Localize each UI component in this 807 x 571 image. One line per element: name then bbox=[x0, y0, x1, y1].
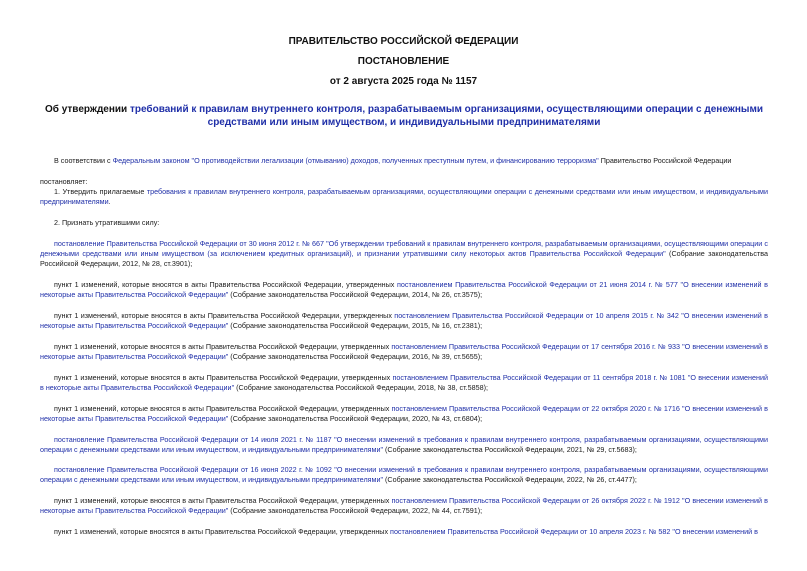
repealed-item-5-link[interactable]: постановлением Правительства Российской Федерации от 11 сентября 2018 г. № 1081 "О внесении изменений в некоторые акты Правительства Российской Федерации" bbox=[40, 373, 768, 392]
repealed-item-2-source: (Собрание законодательства Российской Федерации, 2014, № 26, ст.3575); bbox=[228, 290, 483, 299]
repealed-item-4-link[interactable]: постановлением Правительства Российской Федерации от 17 сентября 2016 г. № 933 "О внесении изменений в некоторые акты Правительства Российской Федерации" bbox=[40, 342, 768, 361]
repealed-item-6-text: пункт 1 изменений, которые вносятся в акты Правительства Российской Федерации, утвержденных bbox=[54, 404, 392, 413]
repealed-item-6-source: (Собрание законодательства Российской Федерации, 2020, № 43, ст.6804); bbox=[228, 414, 483, 423]
document-title bbox=[30, 103, 778, 129]
preamble-text-start: В соответствии с bbox=[54, 156, 113, 165]
repealed-item-6 bbox=[40, 404, 768, 424]
repealed-item-3 bbox=[40, 311, 768, 331]
repealed-item-8-source: (Собрание законодательства Российской Федерации, 2022, № 26, ст.4477); bbox=[383, 475, 637, 484]
item-1-paragraph bbox=[40, 187, 768, 207]
date-number-heading: от 2 августа 2025 года № 1157 bbox=[329, 76, 478, 87]
repealed-item-10 bbox=[40, 527, 768, 537]
repealed-item-10-link[interactable]: постановлением Правительства Российской Федерации от 10 апреля 2023 г. № 582 "О внесении изменений в bbox=[390, 527, 758, 536]
repealed-item-1-source: (Собрание законодательства Российской Федерации, 2012, № 28, ст.3901); bbox=[40, 249, 768, 268]
repealed-item-5-text: пункт 1 изменений, которые вносятся в акты Правительства Российской Федерации, утвержденных bbox=[54, 373, 393, 382]
repealed-item-6-link[interactable]: постановлением Правительства Российской Федерации от 22 октября 2020 г. № 1716 "О внесении изменений в некоторые акты Правительства Российской Федерации" bbox=[40, 404, 768, 423]
repealed-item-7-link[interactable]: постановление Правительства Российской Федерации от 14 июля 2021 г. № 1187 "О внесении изменений в требования к правилам внутреннего контроля, разрабатываемым организациями, осуществляющими операции с денежными средствами или иным имуществом, и индивидуальными предпринимателями" bbox=[40, 435, 768, 454]
repealed-item-2-link[interactable]: постановлением Правительства Российской Федерации от 21 июня 2014 г. № 577 "О внесении изменений в некоторые акты Правительства Российской Федерации" bbox=[40, 280, 768, 299]
repealed-item-7-source: (Собрание законодательства Российской Федерации, 2021, № 29, ст.5683); bbox=[383, 445, 637, 454]
repealed-item-10-text: пункт 1 изменений, которые вносятся в акты Правительства Российской Федерации, утвержденных bbox=[54, 527, 391, 536]
item-2-paragraph: 2. Признать утратившими силу: bbox=[54, 218, 160, 227]
repealed-item-2 bbox=[40, 280, 768, 300]
repealed-item-4-text: пункт 1 изменений, которые вносятся в акты Правительства Российской Федерации, утвержденных bbox=[54, 342, 392, 351]
decree-paragraph: постановляет: bbox=[40, 177, 88, 186]
document-type-heading: ПОСТАНОВЛЕНИЕ bbox=[357, 56, 450, 67]
preamble-paragraph bbox=[40, 156, 768, 166]
federal-law-link[interactable]: Федеральным законом "О противодействии легализации (отмыванию) доходов, полученных преступным путем, и финансированию терроризма" bbox=[112, 156, 599, 165]
item-1-text-start: 1. Утвердить прилагаемые bbox=[54, 187, 147, 196]
title-requirements-link[interactable]: требований к правилам внутреннего контроля, разрабатываемым организациями, осуществляющими операции с денежными средствами или иным имуществом, и индивидуальными предпринимателями bbox=[129, 104, 763, 128]
repealed-item-5 bbox=[40, 373, 768, 393]
government-heading: ПРАВИТЕЛЬСТВО РОССИЙСКОЙ ФЕДЕРАЦИИ bbox=[288, 36, 519, 47]
repealed-item-8-link[interactable]: постановление Правительства Российской Федерации от 16 июня 2022 г. № 1092 "О внесении изменений в требования к правилам внутреннего контроля, разрабатываемым организациями, осуществляющими операции с денежными средствами или иным имуществом, и индивидуальными предпринимателями" bbox=[40, 465, 768, 484]
repealed-item-7 bbox=[40, 435, 768, 455]
repealed-item-2-text: пункт 1 изменений, которые вносятся в акты Правительства Российской Федерации, утвержденных bbox=[54, 280, 398, 289]
title-prefix: Об утверждении bbox=[44, 104, 130, 115]
repealed-item-3-source: (Собрание законодательства Российской Федерации, 2015, № 16, ст.2381); bbox=[228, 321, 483, 330]
repealed-item-3-link[interactable]: постановлением Правительства Российской Федерации от 10 апреля 2015 г. № 342 "О внесении изменений в некоторые акты Правительства Российской Федерации" bbox=[40, 311, 768, 330]
preamble-text-end: Правительство Российской Федерации bbox=[598, 156, 732, 165]
repealed-item-9-source: (Собрание законодательства Российской Федерации, 2022, № 44, ст.7591); bbox=[228, 506, 483, 515]
repealed-item-8 bbox=[40, 465, 768, 485]
repealed-item-9-link[interactable]: постановлением Правительства Российской Федерации от 26 октября 2022 г. № 1912 "О внесении изменений в некоторые акты Правительства Российской Федерации" bbox=[40, 496, 768, 515]
item-1-requirements-link[interactable]: требования к правилам внутреннего контроля, разрабатываемым организациями, осуществляющими операции с денежными средствами или иным имуществом, и индивидуальными предпринимателями bbox=[40, 187, 768, 206]
item-1-text-end: . bbox=[108, 197, 111, 206]
repealed-item-9-text: пункт 1 изменений, которые вносятся в акты Правительства Российской Федерации, утвержденных bbox=[54, 496, 392, 505]
repealed-item-9 bbox=[40, 496, 768, 516]
repealed-item-5-source: (Собрание законодательства Российской Федерации, 2018, № 38, ст.5858); bbox=[234, 383, 488, 392]
repealed-item-4 bbox=[40, 342, 768, 362]
repealed-item-1-link[interactable]: постановление Правительства Российской Федерации от 30 июня 2012 г. № 667 "Об утверждении требований к правилам внутреннего контроля, разрабатываемым организациями, осуществляющими операции с денежными средствами или иным имуществом (за исключением кредитных организаций), и признании утратившими силу некоторых актов Правительства Российской Федерации" bbox=[40, 239, 768, 258]
repealed-item-3-text: пункт 1 изменений, которые вносятся в акты Правительства Российской Федерации, утвержденных bbox=[54, 311, 395, 320]
repealed-item-1 bbox=[40, 239, 768, 269]
repealed-item-4-source: (Собрание законодательства Российской Федерации, 2016, № 39, ст.5655); bbox=[228, 352, 483, 361]
